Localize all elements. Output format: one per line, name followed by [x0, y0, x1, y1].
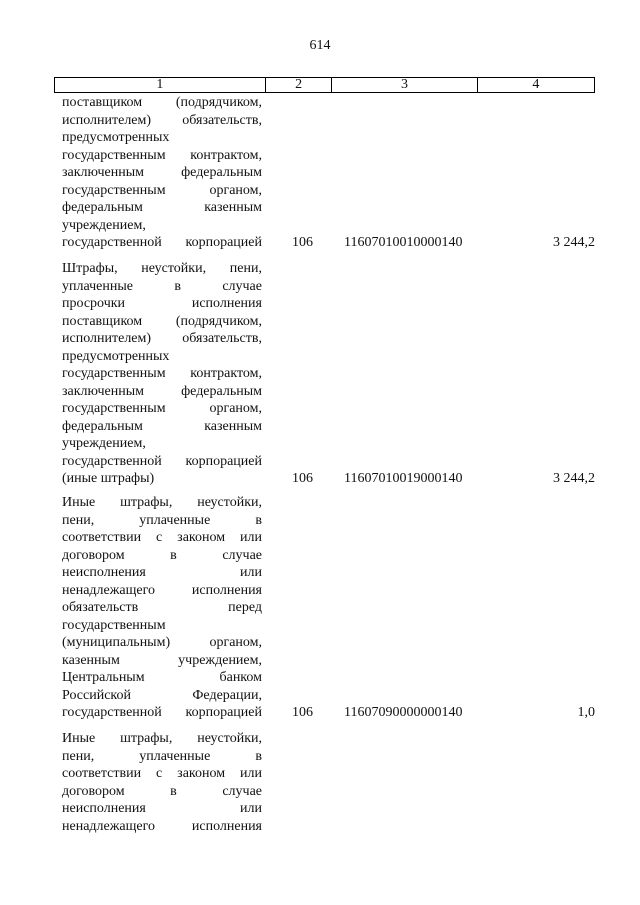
text-line: пени, уплаченные в: [62, 748, 262, 764]
text-line: поставщиком (подрядчиком,: [62, 95, 262, 110]
text-line: поставщиком (подрядчиком,: [62, 313, 262, 329]
text-line: соответствии с законом или: [62, 766, 262, 781]
text-line: Иные штрафы, неустойки,: [62, 731, 262, 746]
text-line: казенным учреждением,: [62, 652, 262, 668]
text-line: (иные штрафы): [62, 471, 155, 486]
text-line: Штрафы, неустойки, пени,: [62, 261, 262, 276]
row-description: [62, 260, 262, 488]
text-line: заключенным федеральным: [62, 383, 262, 399]
text-line: неисполнения или: [62, 801, 262, 816]
text-line: государственным органом,: [62, 401, 262, 416]
row-description: [62, 494, 262, 722]
text-line: государственным контрактом,: [62, 147, 262, 163]
text-line: учреждением,: [62, 436, 146, 451]
row-amount: 3 244,2: [553, 471, 595, 486]
text-line: государственным: [62, 617, 166, 633]
row-budget-code: 11607090000000140: [344, 705, 463, 720]
text-line: ненадлежащего исполнения: [62, 818, 262, 834]
text-line: договором в случае: [62, 547, 262, 563]
text-line: федеральным казенным: [62, 200, 262, 215]
row-amount: 1,0: [577, 705, 595, 720]
text-line: государственной корпорацией: [62, 235, 262, 250]
text-line: (муниципальным) органом,: [62, 635, 262, 650]
row-code-admin: 106: [292, 235, 313, 250]
column-header-2: 2: [265, 78, 332, 93]
row-description: [62, 730, 262, 835]
text-line: государственной корпорацией: [62, 453, 262, 469]
text-line: исполнителем) обязательств,: [62, 331, 262, 346]
text-line: уплаченные в случае: [62, 278, 262, 294]
text-line: федеральным казенным: [62, 418, 262, 434]
text-line: учреждением,: [62, 217, 146, 233]
row-description: [62, 94, 262, 252]
text-line: просрочки исполнения: [62, 296, 262, 311]
text-line: пени, уплаченные в: [62, 512, 262, 528]
text-line: государственным контрактом,: [62, 366, 262, 381]
column-header-row: [54, 77, 595, 93]
text-line: Российской Федерации,: [62, 687, 262, 703]
text-line: заключенным федеральным: [62, 165, 262, 180]
text-line: обязательств перед: [62, 600, 262, 615]
text-line: исполнителем) обязательств,: [62, 112, 262, 128]
column-header-4: 4: [477, 78, 594, 93]
page-number: 614: [309, 38, 331, 53]
text-line: государственным органом,: [62, 182, 262, 198]
text-line: договором в случае: [62, 783, 262, 799]
text-line: ненадлежащего исполнения: [62, 582, 262, 598]
row-budget-code: 11607010010000140: [344, 235, 463, 250]
row-code-admin: 106: [292, 705, 313, 720]
row-budget-code: 11607010019000140: [344, 471, 463, 486]
column-header-3: 3: [332, 78, 477, 93]
text-line: Центральным банком: [62, 670, 262, 685]
text-line: предусмотренных: [62, 130, 170, 145]
row-amount: 3 244,2: [553, 235, 595, 250]
row-code-admin: 106: [292, 471, 313, 486]
column-header-1: 1: [55, 78, 266, 93]
text-line: предусмотренных: [62, 348, 170, 364]
text-line: соответствии с законом или: [62, 530, 262, 545]
text-line: неисполнения или: [62, 565, 262, 580]
text-line: государственной корпорацией: [62, 705, 262, 720]
text-line: Иные штрафы, неустойки,: [62, 495, 262, 510]
